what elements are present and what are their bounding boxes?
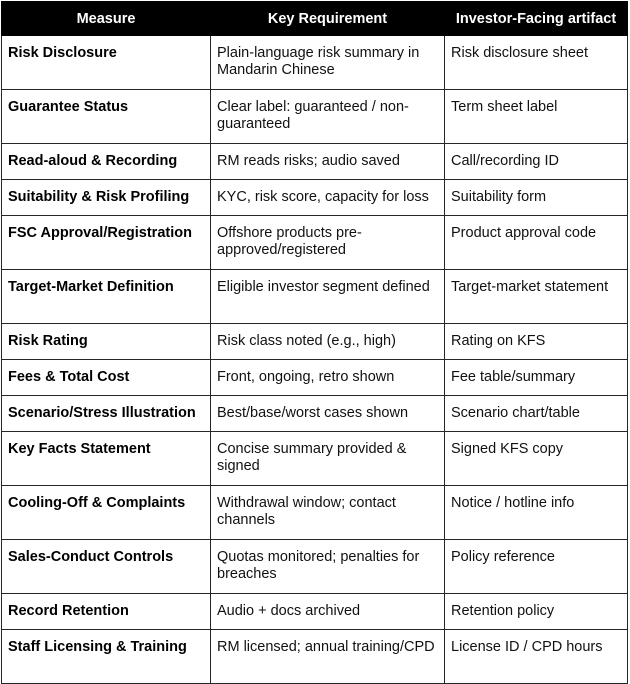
artifact-cell: Target-market statement bbox=[445, 270, 628, 324]
measure-cell: Risk Rating bbox=[2, 324, 211, 360]
measure-cell: Key Facts Statement bbox=[2, 432, 211, 486]
measure-cell: Read-aloud & Recording bbox=[2, 144, 211, 180]
table-row bbox=[2, 486, 628, 540]
header-row bbox=[2, 2, 628, 36]
requirements-table bbox=[1, 1, 628, 684]
measure-cell: Risk Disclosure bbox=[2, 36, 211, 90]
measure-cell: Scenario/Stress Illustration bbox=[2, 396, 211, 432]
artifact-cell: License ID / CPD hours bbox=[445, 630, 628, 684]
measure-cell: Target-Market Definition bbox=[2, 270, 211, 324]
artifact-cell: Notice / hotline info bbox=[445, 486, 628, 540]
requirement-cell: Best/base/worst cases shown bbox=[211, 396, 445, 432]
table-row bbox=[2, 540, 628, 594]
table-row bbox=[2, 594, 628, 630]
table-row bbox=[2, 432, 628, 486]
header-investor-facing-artifact: Investor-Facing artifact bbox=[445, 2, 628, 36]
measure-cell: Sales-Conduct Controls bbox=[2, 540, 211, 594]
measure-cell: FSC Approval/Registration bbox=[2, 216, 211, 270]
requirement-cell: Clear label: guaranteed / non-guaranteed bbox=[211, 90, 445, 144]
requirement-cell: Front, ongoing, retro shown bbox=[211, 360, 445, 396]
header-key-requirement: Key Requirement bbox=[211, 2, 445, 36]
table-row bbox=[2, 90, 628, 144]
artifact-cell: Term sheet label bbox=[445, 90, 628, 144]
artifact-cell: Risk disclosure sheet bbox=[445, 36, 628, 90]
measure-cell: Suitability & Risk Profiling bbox=[2, 180, 211, 216]
table-row bbox=[2, 396, 628, 432]
measure-cell: Fees & Total Cost bbox=[2, 360, 211, 396]
requirement-cell: Plain-language risk summary in Mandarin Chinese bbox=[211, 36, 445, 90]
requirement-cell: RM reads risks; audio saved bbox=[211, 144, 445, 180]
table-row bbox=[2, 144, 628, 180]
table-row bbox=[2, 324, 628, 360]
requirement-cell: Audio + docs archived bbox=[211, 594, 445, 630]
artifact-cell: Policy reference bbox=[445, 540, 628, 594]
table-row bbox=[2, 216, 628, 270]
requirement-cell: Eligible investor segment defined bbox=[211, 270, 445, 324]
measure-cell: Record Retention bbox=[2, 594, 211, 630]
measure-cell: Guarantee Status bbox=[2, 90, 211, 144]
artifact-cell: Call/recording ID bbox=[445, 144, 628, 180]
requirement-cell: Withdrawal window; contact channels bbox=[211, 486, 445, 540]
requirement-cell: KYC, risk score, capacity for loss bbox=[211, 180, 445, 216]
artifact-cell: Signed KFS copy bbox=[445, 432, 628, 486]
artifact-cell: Scenario chart/table bbox=[445, 396, 628, 432]
artifact-cell: Fee table/summary bbox=[445, 360, 628, 396]
requirement-cell: Quotas monitored; penalties for breaches bbox=[211, 540, 445, 594]
table-row bbox=[2, 630, 628, 684]
table-row bbox=[2, 180, 628, 216]
measure-cell: Staff Licensing & Training bbox=[2, 630, 211, 684]
requirement-cell: RM licensed; annual training/CPD bbox=[211, 630, 445, 684]
artifact-cell: Suitability form bbox=[445, 180, 628, 216]
requirement-cell: Risk class noted (e.g., high) bbox=[211, 324, 445, 360]
artifact-cell: Product approval code bbox=[445, 216, 628, 270]
requirement-cell: Offshore products pre-approved/registered bbox=[211, 216, 445, 270]
requirement-cell: Concise summary provided & signed bbox=[211, 432, 445, 486]
artifact-cell: Rating on KFS bbox=[445, 324, 628, 360]
measure-cell: Cooling-Off & Complaints bbox=[2, 486, 211, 540]
table-row bbox=[2, 36, 628, 90]
table-row bbox=[2, 360, 628, 396]
header-measure: Measure bbox=[2, 2, 211, 36]
table-row bbox=[2, 270, 628, 324]
artifact-cell: Retention policy bbox=[445, 594, 628, 630]
